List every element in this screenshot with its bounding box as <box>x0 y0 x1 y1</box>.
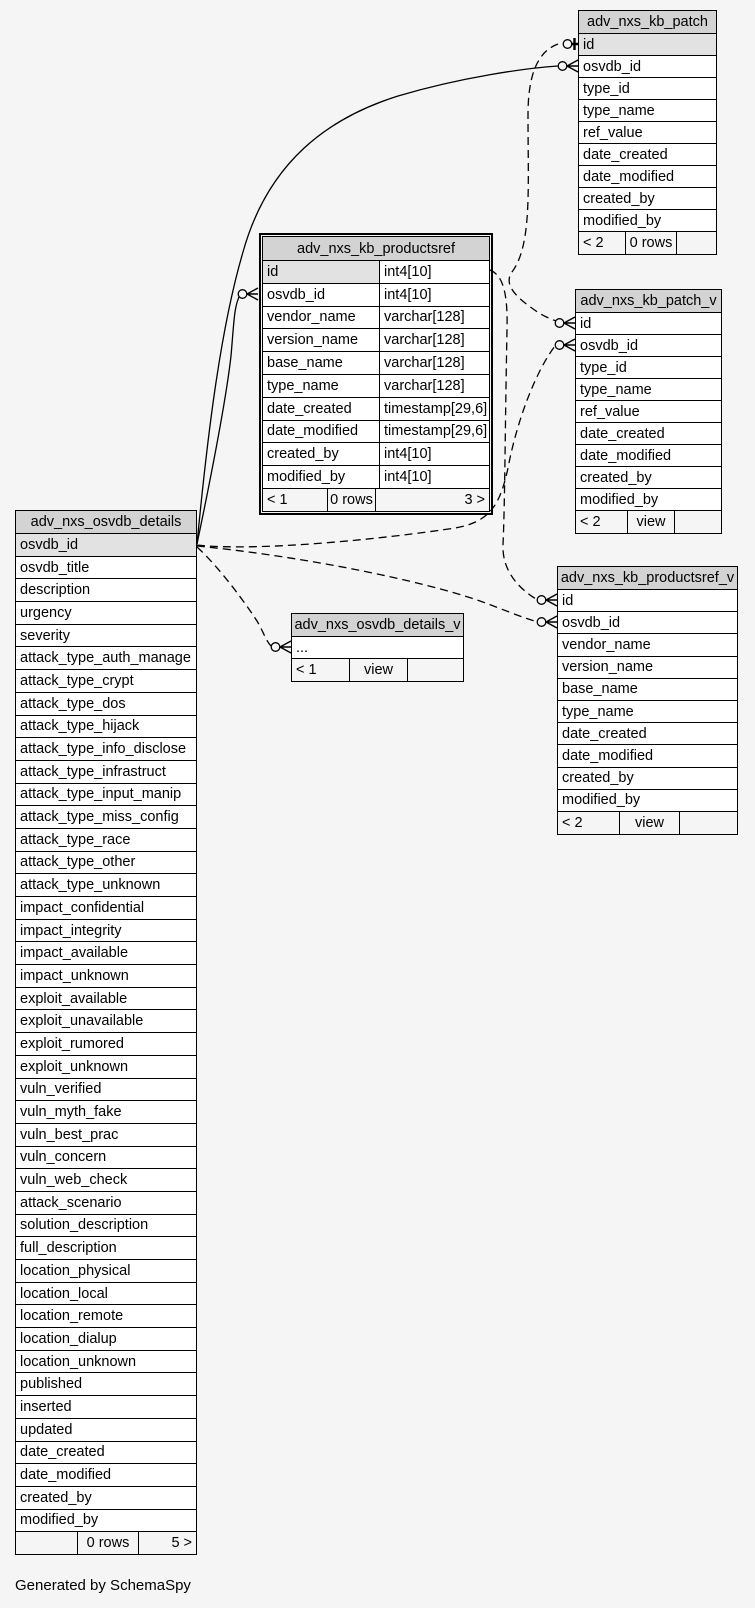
column-name: attack_type_infrastruct <box>20 763 166 780</box>
connector-crowfoot-icon <box>271 641 291 653</box>
column-name: date_created <box>20 1444 105 1461</box>
column-row-exploit_rumored <box>16 1033 196 1056</box>
column-row-modified_by <box>576 489 721 511</box>
column-row-modified_by <box>263 466 489 489</box>
table-footer <box>263 489 489 511</box>
column-name: type_id <box>583 80 630 97</box>
column-row-osvdb_id <box>16 534 196 557</box>
table-adv_nxs_osvdb_details_v[interactable] <box>291 613 464 682</box>
column-name: created_by <box>562 770 634 787</box>
column-name: inserted <box>20 1398 72 1415</box>
column-row-vuln_best_prac <box>16 1124 196 1147</box>
column-row-attack_type_auth_manage <box>16 647 196 670</box>
column-row-vuln_myth_fake <box>16 1101 196 1124</box>
column-type: varchar[128] <box>379 307 489 329</box>
edge-patch-id-to-patch_v-id <box>509 44 558 321</box>
column-name: description <box>20 582 91 599</box>
column-row-osvdb_id <box>263 284 489 307</box>
footer-children <box>407 659 463 681</box>
footer-rows: 0 rows <box>327 489 375 511</box>
column-row-vendor_name <box>558 634 737 656</box>
column-row-date_modified <box>579 166 716 188</box>
column-name: location_unknown <box>20 1353 137 1370</box>
footer-parents <box>16 1532 77 1554</box>
column-name: id <box>580 315 592 332</box>
column-row-osvdb_id <box>576 335 721 357</box>
column-name: location_dialup <box>20 1330 117 1347</box>
column-row-date_modified <box>16 1464 196 1487</box>
column-name: updated <box>20 1421 73 1438</box>
column-name: date_modified <box>267 423 359 440</box>
column-name: type_name <box>583 102 655 119</box>
table-title[interactable]: adv_nxs_osvdb_details <box>16 511 196 534</box>
connector-crowfoot-icon <box>537 616 557 628</box>
column-name: date_created <box>583 146 668 163</box>
column-name: date_created <box>267 400 352 417</box>
column-name: vuln_verified <box>20 1081 102 1098</box>
column-name: id <box>263 261 379 283</box>
table-title[interactable]: adv_nxs_kb_productsref <box>263 237 489 261</box>
column-name: date_modified <box>20 1467 112 1484</box>
column-row-date_created <box>576 423 721 445</box>
column-row-severity <box>16 625 196 648</box>
column-row-location_physical <box>16 1260 196 1283</box>
column-name: published <box>20 1376 83 1393</box>
footer-parents: < 1 <box>267 491 288 508</box>
column-name: impact_available <box>20 945 129 962</box>
footer-children <box>674 511 721 533</box>
column-name: modified_by <box>267 469 346 486</box>
column-name: location_physical <box>20 1262 131 1279</box>
column-row-attack_scenario <box>16 1192 196 1215</box>
footer-children: 3 > <box>375 489 489 511</box>
edge-details-to-productsref_v-osvdb_id <box>197 546 538 622</box>
column-name: base_name <box>267 355 343 372</box>
column-name: vuln_web_check <box>20 1172 128 1189</box>
column-row-attack_type_race <box>16 829 196 852</box>
connector-crowfoot-icon <box>238 288 258 300</box>
column-row-version_name <box>558 657 737 679</box>
column-name: location_remote <box>20 1308 124 1325</box>
column-name: modified_by <box>583 212 662 229</box>
footer-rows: 0 rows <box>77 1532 138 1554</box>
column-row-vuln_concern <box>16 1147 196 1170</box>
column-row-type_name <box>263 375 489 398</box>
column-row-impact_confidential <box>16 897 196 920</box>
column-name: osvdb_id <box>16 534 196 556</box>
column-name: vendor_name <box>562 636 651 653</box>
column-row-urgency <box>16 602 196 625</box>
column-name: attack_type_unknown <box>20 877 161 894</box>
column-row-base_name <box>558 679 737 701</box>
column-row-type_id <box>576 357 721 379</box>
column-row-created_by <box>579 188 716 210</box>
column-name: type_name <box>267 377 339 394</box>
column-row-osvdb_id <box>579 56 716 78</box>
column-row-date_modified <box>558 745 737 767</box>
column-name: attack_type_dos <box>20 695 126 712</box>
column-name: exploit_available <box>20 990 128 1007</box>
column-row-attack_type_dos <box>16 693 196 716</box>
table-adv_nxs_kb_patch[interactable] <box>578 10 717 255</box>
column-name: version_name <box>267 332 359 349</box>
column-name: date_modified <box>580 447 672 464</box>
column-type: varchar[128] <box>379 375 489 397</box>
column-type: int4[10] <box>379 261 489 283</box>
column-name: attack_type_miss_config <box>20 809 179 826</box>
table-adv_nxs_kb_productsref_v[interactable] <box>557 566 738 835</box>
column-name: osvdb_id <box>562 614 621 631</box>
column-row-type_name <box>576 379 721 401</box>
column-name: osvdb_id <box>267 286 326 303</box>
table-title[interactable]: adv_nxs_kb_productsref_v <box>558 567 737 590</box>
connector-crowfoot-icon <box>558 60 578 72</box>
column-row-updated <box>16 1419 196 1442</box>
connector-crowfoot-icon <box>555 339 575 351</box>
column-row-attack_type_input_manip <box>16 784 196 807</box>
column-row-date_modified <box>263 421 489 444</box>
column-row-vendor_name <box>263 307 489 330</box>
column-name: date_created <box>580 425 665 442</box>
column-row-attack_type_info_disclose <box>16 738 196 761</box>
column-name: base_name <box>562 681 638 698</box>
column-row-ref_value <box>576 401 721 423</box>
caption: Generated by SchemaSpy <box>15 1577 191 1594</box>
table-adv_nxs_kb_productsref[interactable] <box>262 236 490 512</box>
column-name: ... <box>296 639 309 656</box>
column-name: ref_value <box>580 403 640 420</box>
column-row-impact_available <box>16 942 196 965</box>
column-name: attack_type_auth_manage <box>20 650 191 667</box>
column-row-vuln_web_check <box>16 1169 196 1192</box>
footer-rows: 0 rows <box>625 232 676 254</box>
footer-rows: view <box>349 659 407 681</box>
column-row-... <box>292 637 463 659</box>
column-name: location_local <box>20 1285 108 1302</box>
column-row-exploit_available <box>16 988 196 1011</box>
column-name: impact_integrity <box>20 922 122 939</box>
column-name: attack_type_race <box>20 831 131 848</box>
edge-details-to-productsref-osvdb_id <box>197 295 240 544</box>
footer-parents: < 2 <box>583 235 604 251</box>
column-name: date_created <box>562 725 647 742</box>
column-name: modified_by <box>20 1512 99 1529</box>
footer-parents: < 2 <box>580 514 601 530</box>
column-row-vuln_verified <box>16 1079 196 1102</box>
column-name: vuln_concern <box>20 1149 107 1166</box>
column-name: urgency <box>20 604 72 621</box>
column-name: created_by <box>583 190 655 207</box>
column-row-exploit_unavailable <box>16 1010 196 1033</box>
footer-children <box>676 232 716 254</box>
column-row-impact_unknown <box>16 965 196 988</box>
column-name: solution_description <box>20 1217 149 1234</box>
column-row-type_name <box>579 100 716 122</box>
column-name: full_description <box>20 1240 117 1257</box>
column-name: date_modified <box>562 747 654 764</box>
table-footer <box>579 232 716 254</box>
column-row-date_created <box>558 723 737 745</box>
column-row-type_name <box>558 701 737 723</box>
column-type: int4[10] <box>379 443 489 465</box>
table-footer <box>558 812 737 834</box>
column-name: osvdb_title <box>20 559 90 576</box>
column-name: id <box>579 34 716 55</box>
table-title[interactable]: adv_nxs_kb_patch_v <box>576 290 721 313</box>
column-row-modified_by <box>579 210 716 232</box>
column-row-id <box>263 261 489 284</box>
column-name: osvdb_id <box>583 58 642 75</box>
column-name: id <box>562 592 574 609</box>
column-name: vuln_best_prac <box>20 1126 119 1143</box>
column-type: int4[10] <box>379 284 489 306</box>
column-row-ref_value <box>579 122 716 144</box>
column-name: attack_type_crypt <box>20 672 134 689</box>
table-adv_nxs_osvdb_details[interactable] <box>15 510 197 1555</box>
column-name: exploit_unavailable <box>20 1013 144 1030</box>
column-row-solution_description <box>16 1215 196 1238</box>
column-row-base_name <box>263 352 489 375</box>
edge-productsref-id-to-productsref_v-id <box>490 270 536 599</box>
footer-children: 5 > <box>138 1532 196 1554</box>
connector-crowfoot-icon <box>555 317 575 329</box>
footer-rows: view <box>619 812 679 834</box>
column-row-date_created <box>579 144 716 166</box>
column-name: attack_type_other <box>20 854 136 871</box>
column-row-date_created <box>16 1442 196 1465</box>
column-row-modified_by <box>16 1510 196 1533</box>
edge-details-to-details_v <box>197 547 271 646</box>
column-type: timestamp[29,6] <box>379 421 489 443</box>
column-name: type_id <box>580 359 627 376</box>
column-row-attack_type_other <box>16 852 196 875</box>
column-row-location_remote <box>16 1305 196 1328</box>
table-title[interactable]: adv_nxs_kb_patch <box>579 11 716 34</box>
column-row-created_by <box>558 768 737 790</box>
column-type: varchar[128] <box>379 329 489 351</box>
column-name: attack_type_hijack <box>20 718 140 735</box>
connector-one-icon <box>563 38 578 50</box>
column-row-location_dialup <box>16 1328 196 1351</box>
column-name: impact_unknown <box>20 967 129 984</box>
column-type: timestamp[29,6] <box>379 398 489 420</box>
column-row-osvdb_id <box>558 612 737 634</box>
column-name: modified_by <box>580 491 659 508</box>
column-name: vuln_myth_fake <box>20 1104 122 1121</box>
column-row-created_by <box>16 1487 196 1510</box>
column-row-id <box>579 34 716 56</box>
table-adv_nxs_kb_patch_v[interactable] <box>575 289 722 534</box>
column-name: vendor_name <box>267 309 356 326</box>
column-row-osvdb_title <box>16 557 196 580</box>
table-title[interactable]: adv_nxs_osvdb_details_v <box>292 614 463 637</box>
column-name: created_by <box>20 1489 92 1506</box>
column-name: exploit_unknown <box>20 1058 129 1075</box>
column-row-type_id <box>579 78 716 100</box>
column-name: version_name <box>562 659 654 676</box>
column-name: attack_type_input_manip <box>20 786 182 803</box>
connector-crowfoot-icon <box>537 594 557 606</box>
column-name: exploit_rumored <box>20 1035 124 1052</box>
column-name: created_by <box>580 469 652 486</box>
column-row-inserted <box>16 1396 196 1419</box>
table-footer <box>292 659 463 681</box>
column-row-location_unknown <box>16 1351 196 1374</box>
column-name: created_by <box>267 446 339 463</box>
column-name: date_modified <box>583 168 675 185</box>
column-row-attack_type_miss_config <box>16 806 196 829</box>
column-row-impact_integrity <box>16 920 196 943</box>
column-name: modified_by <box>562 792 641 809</box>
column-name: ref_value <box>583 124 643 141</box>
table-footer <box>16 1532 196 1554</box>
column-name: osvdb_id <box>580 337 639 354</box>
column-row-date_modified <box>576 445 721 467</box>
column-row-modified_by <box>558 790 737 812</box>
column-row-location_local <box>16 1283 196 1306</box>
table-footer <box>576 511 721 533</box>
column-type: int4[10] <box>379 466 489 488</box>
column-row-attack_type_hijack <box>16 716 196 739</box>
column-name: type_name <box>580 381 652 398</box>
footer-parents: < 2 <box>562 814 583 831</box>
column-row-published <box>16 1373 196 1396</box>
column-row-attack_type_unknown <box>16 874 196 897</box>
column-row-attack_type_infrastruct <box>16 761 196 784</box>
column-row-full_description <box>16 1237 196 1260</box>
footer-rows: view <box>627 511 674 533</box>
column-row-exploit_unknown <box>16 1056 196 1079</box>
column-row-description <box>16 579 196 602</box>
column-row-id <box>558 590 737 612</box>
footer-children <box>679 812 737 834</box>
footer-parents: < 1 <box>296 662 317 678</box>
column-row-attack_type_crypt <box>16 670 196 693</box>
column-name: attack_type_info_disclose <box>20 741 187 758</box>
column-row-created_by <box>263 443 489 466</box>
column-row-created_by <box>576 467 721 489</box>
column-row-id <box>576 313 721 335</box>
column-name: severity <box>20 627 70 644</box>
column-name: impact_confidential <box>20 899 145 916</box>
column-row-version_name <box>263 329 489 352</box>
column-type: varchar[128] <box>379 352 489 374</box>
column-name: attack_scenario <box>20 1194 122 1211</box>
column-row-date_created <box>263 398 489 421</box>
column-name: type_name <box>562 703 634 720</box>
